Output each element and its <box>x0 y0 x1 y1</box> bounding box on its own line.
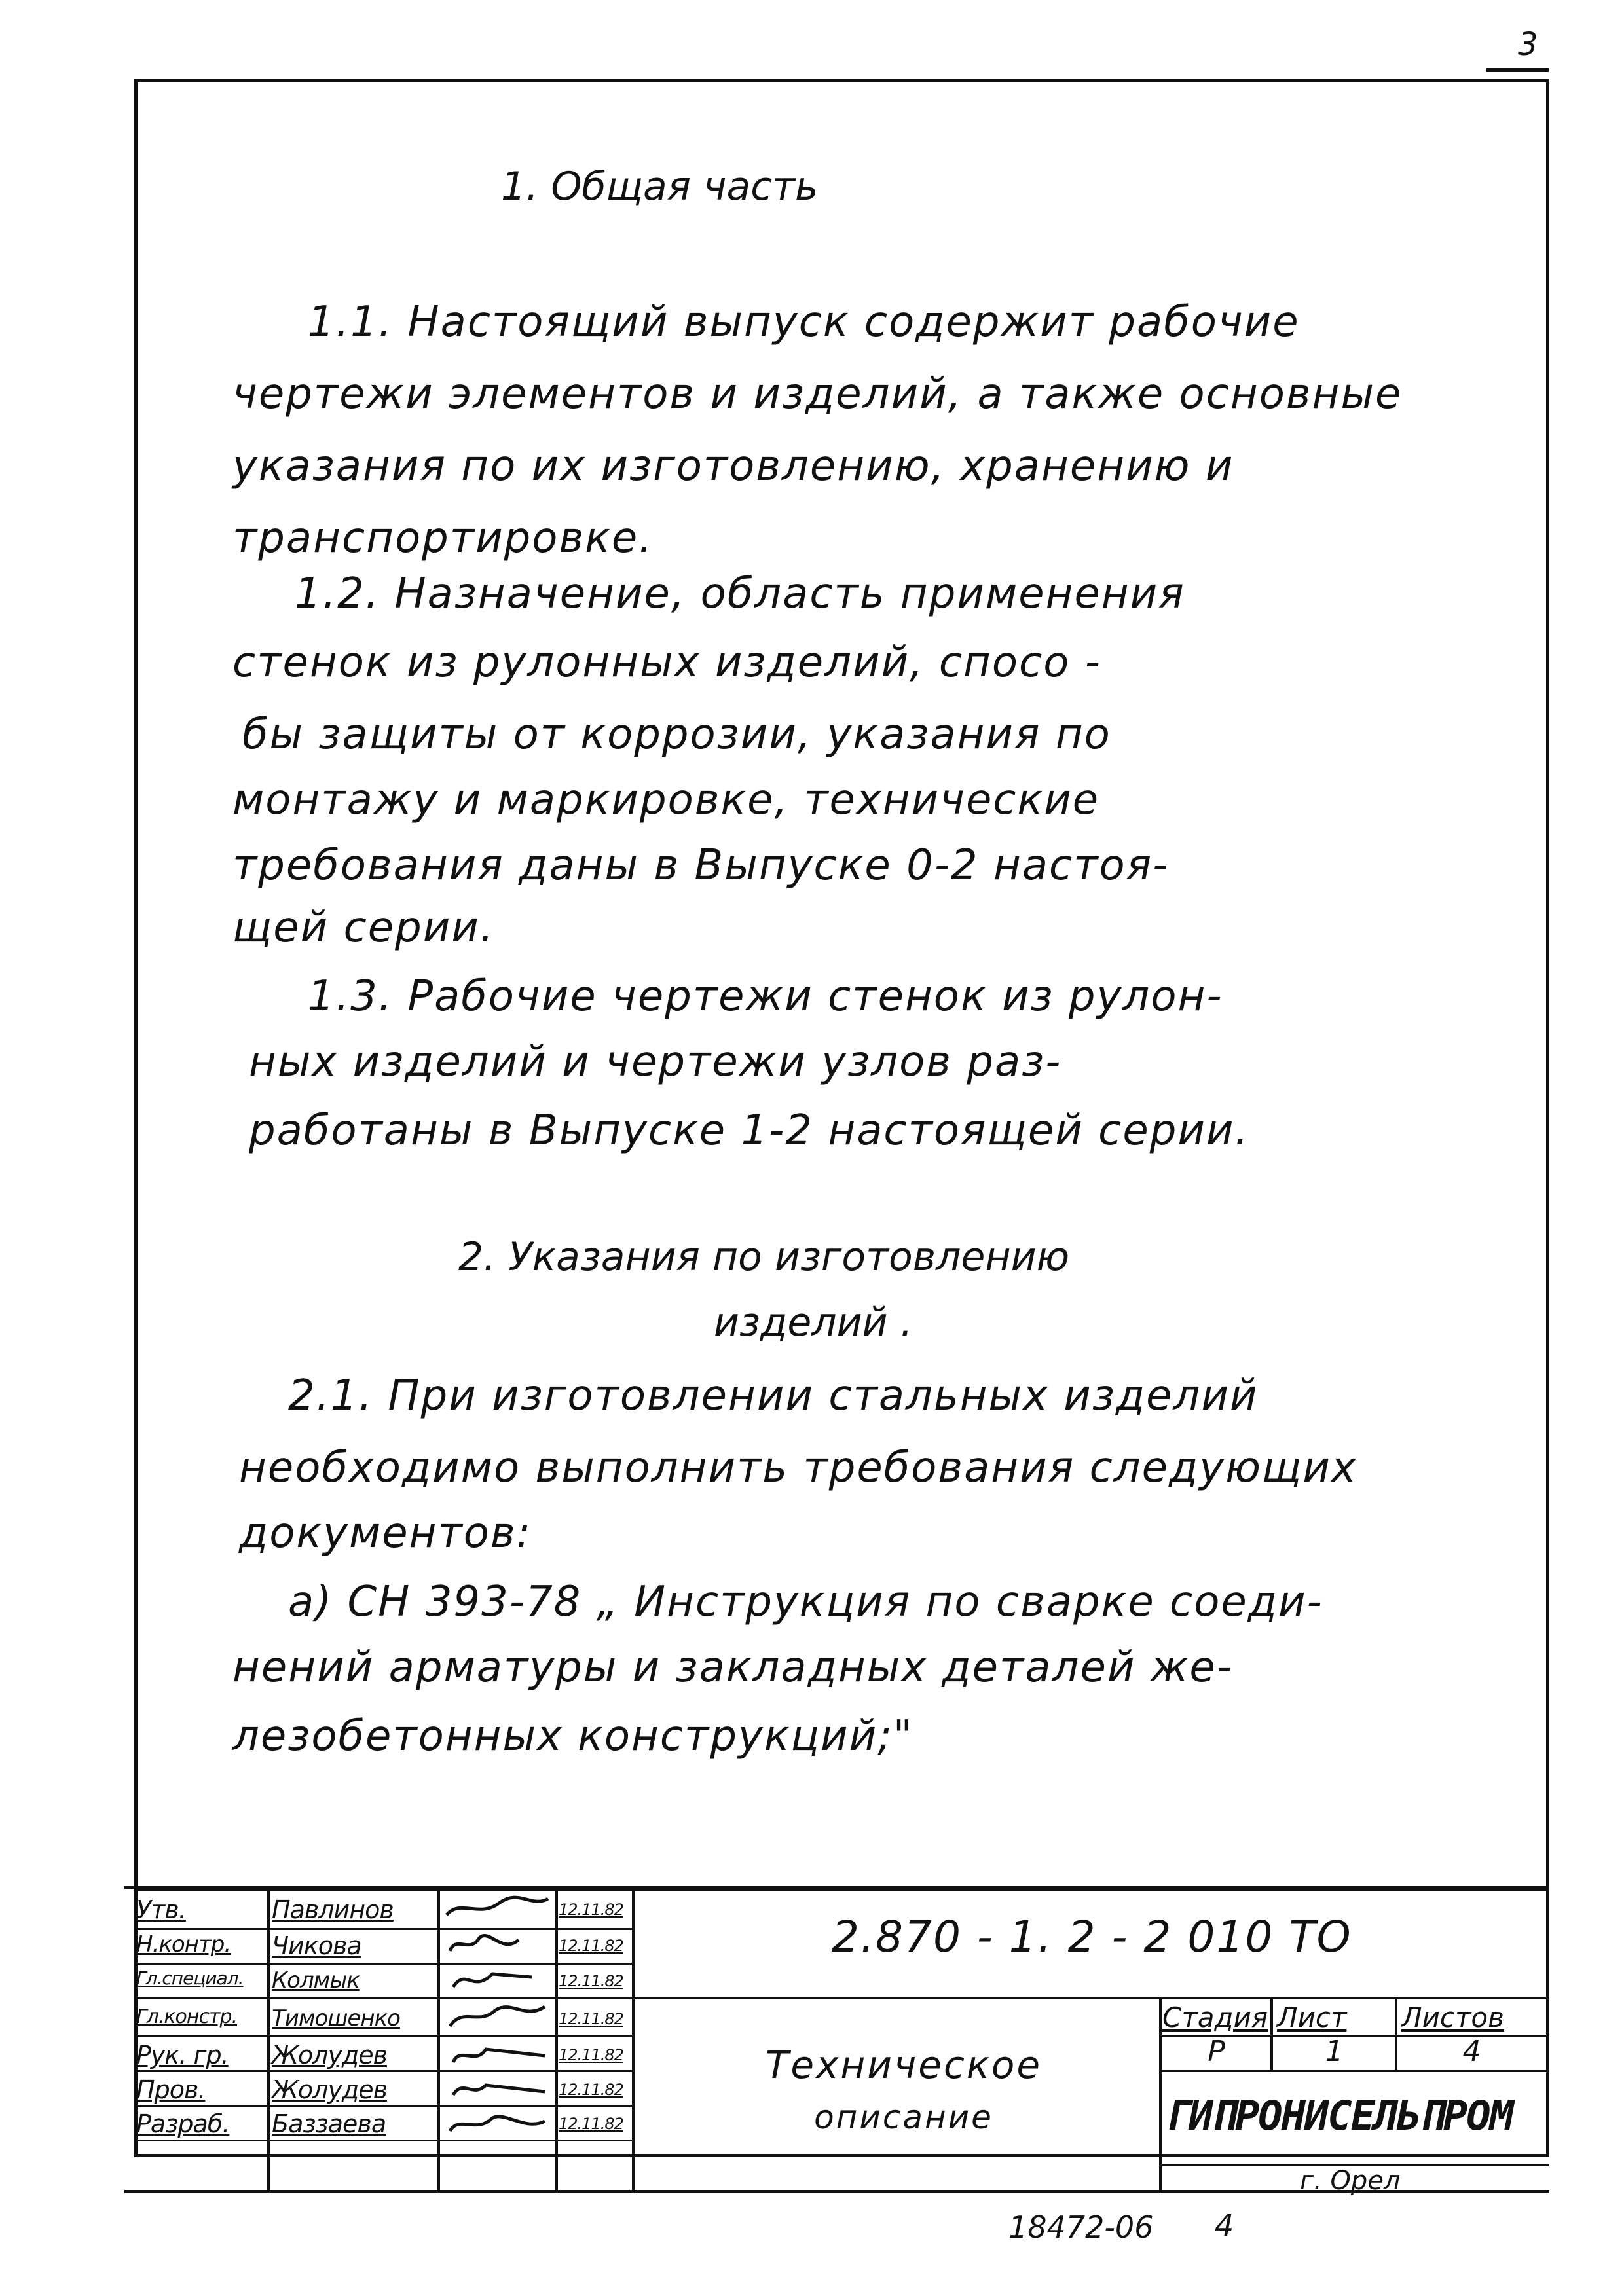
name-cell: Тимошенко <box>272 2005 400 2032</box>
date-cell: 12.11.82 <box>559 1972 623 1990</box>
date-cell: 12.11.82 <box>559 2046 623 2064</box>
section-1-heading: 1. Общая часть <box>501 164 819 210</box>
signature-stroke <box>447 1897 548 1915</box>
row-line <box>134 2140 632 2141</box>
row-line <box>134 1928 632 1930</box>
col-line-role <box>267 1887 270 2192</box>
text-line: 1.1. Настоящий выпуск содержит рабочие <box>308 298 1300 346</box>
sheet-label: Лист <box>1277 2001 1347 2033</box>
role-cell: Утв. <box>136 1895 186 1924</box>
text-line: нений арматуры и закладных деталей же- <box>232 1643 1233 1692</box>
role-cell: Рук. гр. <box>136 2041 229 2069</box>
row-line <box>134 2105 632 2107</box>
sheet-number: 3 <box>1518 26 1538 63</box>
text-line: лезобетонных конструкций;" <box>232 1712 914 1760</box>
text-line: 2.1. При изготовлении стальных изделий <box>288 1372 1259 1420</box>
role-cell: Гл.специал. <box>136 1967 244 1989</box>
document-title-line2: описание <box>814 2098 993 2136</box>
section-2-heading: 2. Указания по изготовлению <box>458 1234 1070 1280</box>
organization-city: г. Орел <box>1300 2166 1401 2196</box>
col-line-date <box>632 1887 635 2192</box>
row-line <box>134 1997 632 1999</box>
row-line <box>134 2035 632 2037</box>
name-cell: Чикова <box>272 1931 361 1960</box>
stage-label: Стадия <box>1162 2001 1268 2033</box>
inventory-number: 18472-06 <box>1008 2210 1154 2245</box>
signature-stroke <box>453 2049 545 2062</box>
name-cell: Баззаева <box>272 2109 386 2138</box>
name-cell: Павлинов <box>272 1895 394 1924</box>
top-edge-mark <box>1486 68 1549 72</box>
sheet-value: 1 <box>1325 2035 1344 2068</box>
name-cell: Жолудев <box>272 2041 388 2069</box>
sheets-label: Листов <box>1401 2001 1504 2033</box>
text-line: документов: <box>239 1509 532 1558</box>
date-cell: 12.11.82 <box>559 1937 623 1955</box>
text-line: необходимо выполнить требования следующих <box>239 1444 1357 1492</box>
text-line: чертежи элементов и изделий, а также основные <box>232 370 1403 418</box>
signature-stroke <box>450 1936 519 1951</box>
signatures <box>440 1889 555 2151</box>
signature-stroke <box>453 2085 545 2095</box>
text-line: бы защиты от коррозии, указания по <box>242 710 1111 759</box>
date-cell: 12.11.82 <box>559 2081 623 2099</box>
text-line: 1.2. Назначение, область применения <box>295 570 1185 618</box>
text-line: 1.3. Рабочие чертежи стенок из рулон- <box>308 972 1223 1021</box>
text-line: ных изделий и чертежи узлов раз- <box>249 1038 1062 1086</box>
text-line: требования даны в Выпуске 0-2 настоя- <box>232 841 1170 890</box>
text-line: указания по их изготовлению, хранению и <box>232 442 1234 490</box>
role-cell: Разраб. <box>136 2109 230 2138</box>
sheets-value: 4 <box>1462 2035 1481 2068</box>
text-line: транспортировке. <box>232 514 654 562</box>
col-line-stage <box>1159 1997 1162 2192</box>
date-cell: 12.11.82 <box>559 1901 623 1919</box>
text-line: а) СН 393-78 „ Инструкция по сварке соеди- <box>288 1578 1323 1626</box>
text-line: работаны в Выпуске 1-2 настоящей серии. <box>249 1106 1249 1155</box>
date-cell: 12.11.82 <box>559 2115 623 2133</box>
signature-stroke <box>453 1974 532 1987</box>
role-cell: Пров. <box>136 2075 206 2104</box>
document-code: 2.870 - 1. 2 - 2 010 ТО <box>832 1912 1352 1962</box>
signature-stroke <box>450 2117 545 2131</box>
stage-value: Р <box>1208 2035 1225 2068</box>
section-2-heading-cont: изделий . <box>714 1300 913 1345</box>
role-cell: Н.контр. <box>136 1931 231 1958</box>
row-line <box>134 1963 632 1965</box>
col-line-sheets <box>1395 1997 1397 2070</box>
text-line: щей серии. <box>232 903 495 952</box>
name-cell: Колмык <box>272 1967 360 1994</box>
signature-stroke <box>450 2007 545 2026</box>
footer-page-number: 4 <box>1215 2208 1234 2243</box>
organization-name: ГИПРОНИСЕЛЬПРОМ <box>1166 2092 1513 2140</box>
text-line: стенок из рулонных изделий, спосо - <box>232 638 1101 687</box>
row-line <box>134 2070 632 2072</box>
date-cell: 12.11.82 <box>559 2010 623 2028</box>
col-line-sign <box>555 1887 558 2192</box>
role-cell: Гл.констр. <box>136 2005 238 2028</box>
text-line: монтажу и маркировке, технические <box>232 776 1100 824</box>
document-title-line1: Техническое <box>765 2043 1043 2087</box>
col-line-sheet <box>1270 1997 1273 2070</box>
code-row-divider <box>632 1997 1549 1999</box>
stage-value-line <box>1159 2070 1549 2072</box>
name-cell: Жолудев <box>272 2075 388 2104</box>
title-block-top-line <box>124 1886 1549 1889</box>
